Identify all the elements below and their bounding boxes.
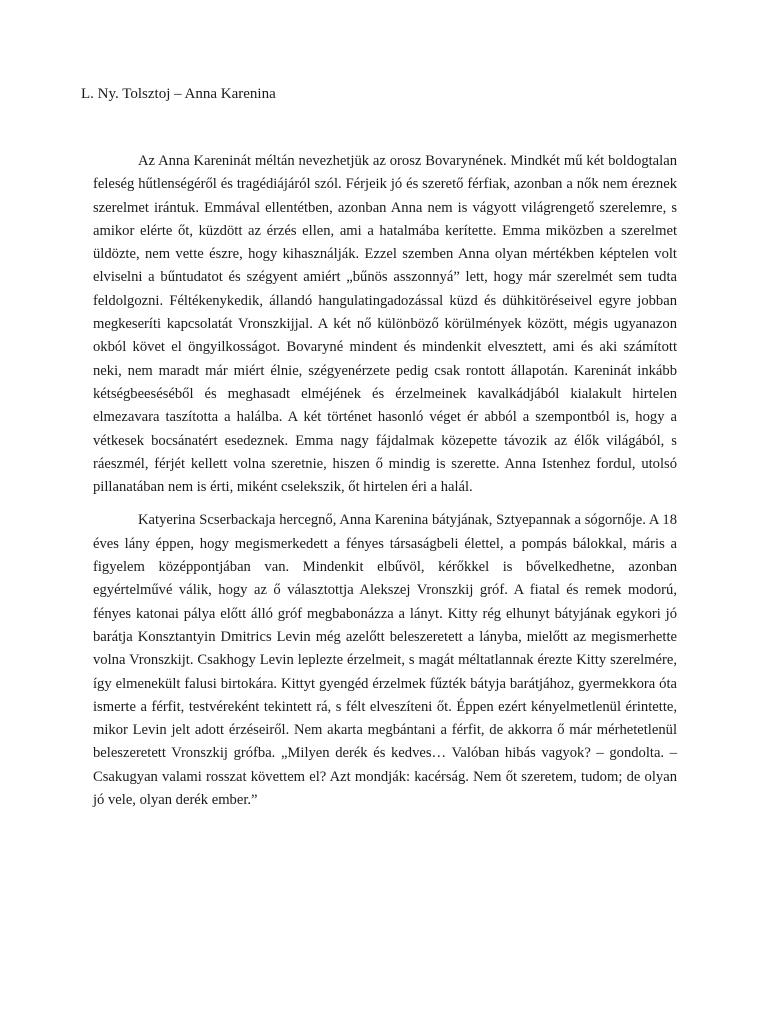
paragraph-1: Az Anna Kareninát méltán nevezhetjük az orosz Bovarynének. Mindkét mű két boldogtalan feleség hűtlenségéről és tragédiájáról szól. Férjeik jó és szerető férfiak, azonban a nők nem éreznek szerelmet irántuk. Emmával ellentétben, azonban Anna nem is vágyott világrengető szerelemre, s amikor elérte őt, küzdött az érzés ellen, ami a hatalmába kerítette. Emma miközben a szerelmet üldözte, nem vette észre, hogy kihasználják. Ezzel szemben Anna olyan mértékben képtelen volt elviselni a bűntudatot és szégyent amiért „bűnös asszonnyá” lett, hogy már szerelmét sem tudta feldolgozni. Féltékenykedik, állandó hangulatingadozással küzd és dühkitöréseivel egyre jobban megkeseríti kapcsolatát Vronszkijjal. A két nő különböző körülmények között, mégis ugyanazon okból követ el öngyilkosságot. Bovaryné mindent és mindenkit elvesztett, ami és aki számított neki, nem maradt már miért élnie, szégyenérzete pedig csak rontott állapotán. Kareninát inkább kétségbeeséséből és meghasadt elméjének és érzelmeinek kavalkádjából kialakult hirtelen elmezavara taszította a halálba. A két történet hasonló véget ér abból a szempontból is, hogy a vétkesek bocsánatért esedeznek. Emma nagy fájdalmak közepette távozik az élők világából, s ráeszmél, férjét kellett volna szeretnie, hiszen ő mindig is szerette. Anna Istenhez fordul, utolsó pillanatában nem is érti, miként cselekszik, őt hirtelen éri a halál. bbox=[93, 153, 677, 496]
document-body bbox=[93, 150, 677, 822]
paragraph-2: Katyerina Scserbackaja hercegnő, Anna Karenina bátyjának, Sztyepannak a sógornője. A 18 éves lány éppen, hogy megismerkedett a fényes társaságbeli élettel, a pompás bálokkal, máris a figyelem középpontjában van. Mindenkit elbűvöl, kérőkkel is bővelkedhetne, azonban egyértelművé válik, hogy az ő választottja Alekszej Vronszkij gróf. A fiatal és remek modorú, fényes katonai pálya előtt álló gróf megbabonázza a lányt. Kitty rég elhunyt bátyjának egykori jó barátja Konsztantyin Dmitrics Levin még azelőtt beleszeretett a lányba, mielőtt az megismerhette volna Vronszkijt. Csakhogy Levin leplezte érzelmeit, s magát méltatlannak érezte Kitty szerelmére, így elmenekült falusi birtokára. Kittyt gyengéd érzelmek fűzték bátyja barátjához, gyermekkora óta ismerte a férfit, testvéreként tekintett rá, s félt elveszíteni őt. Éppen ezért kényelmetlenül érintette, mikor Levin jelt adott érzéseiről. Nem akarta megbántani a férfit, de akkorra ő már mérhetetlenül beleszeretett Vronszkij grófba. „Milyen derék és kedves… Valóban hibás vagyok? – gondolta. – Csakugyan valami rosszat követtem el? Azt mondják: kacérság. Nem őt szeretem, tudom; de olyan jó vele, olyan derék ember.” bbox=[93, 512, 677, 809]
document-title: L. Ny. Tolsztoj – Anna Karenina bbox=[81, 86, 276, 102]
